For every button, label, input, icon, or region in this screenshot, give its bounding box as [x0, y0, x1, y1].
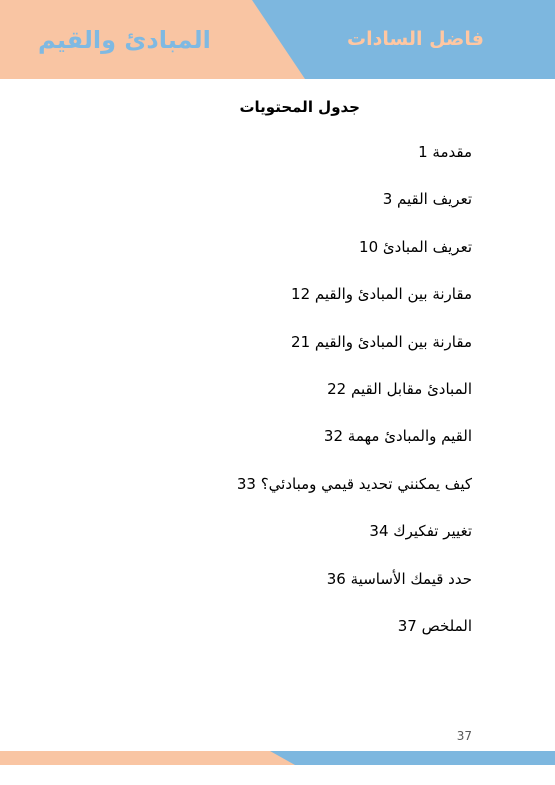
toc-entry-comparison-2[interactable]: مقارنة بين المبادئ والقيم 21 — [291, 332, 472, 351]
toc-entry-values-principles-important[interactable]: القيم والمبادئ مهمة 32 — [323, 427, 472, 446]
page-header — [0, 0, 555, 79]
toc-entry-identify-values[interactable]: كيف يمكنني تحديد قيمي ومبادئي؟ 33 — [236, 474, 472, 493]
toc-entry-defining-principles[interactable]: تعريف المبادئ 10 — [359, 237, 472, 256]
toc-entry-change-thinking[interactable]: تغيير تفكيرك 34 — [369, 522, 472, 541]
toc-entry-defining-values[interactable]: تعريف القيم 3 — [382, 190, 472, 209]
toc-entry-introduction[interactable]: مقدمة 1 — [418, 143, 472, 161]
toc-entry-core-values[interactable]: حدد قيمك الأساسية 36 — [326, 569, 472, 588]
footer-peach-band — [0, 751, 295, 765]
toc-entry-summary[interactable]: الملخص 37 — [397, 616, 472, 635]
book-title: المبادئ والقيم — [38, 26, 211, 54]
footer-banner-shape — [0, 751, 555, 765]
author-name: فاضل السادات — [347, 28, 484, 50]
page-footer — [0, 751, 555, 765]
toc-entry-principles-vs-values[interactable]: المبادئ مقابل القيم 22 — [327, 379, 472, 398]
toc-entry-comparison-1[interactable]: مقارنة بين المبادئ والقيم 12 — [291, 285, 472, 304]
toc-heading: جدول المحتويات — [239, 98, 360, 116]
page-number: 37 — [456, 729, 472, 743]
table-of-contents — [150, 140, 472, 661]
